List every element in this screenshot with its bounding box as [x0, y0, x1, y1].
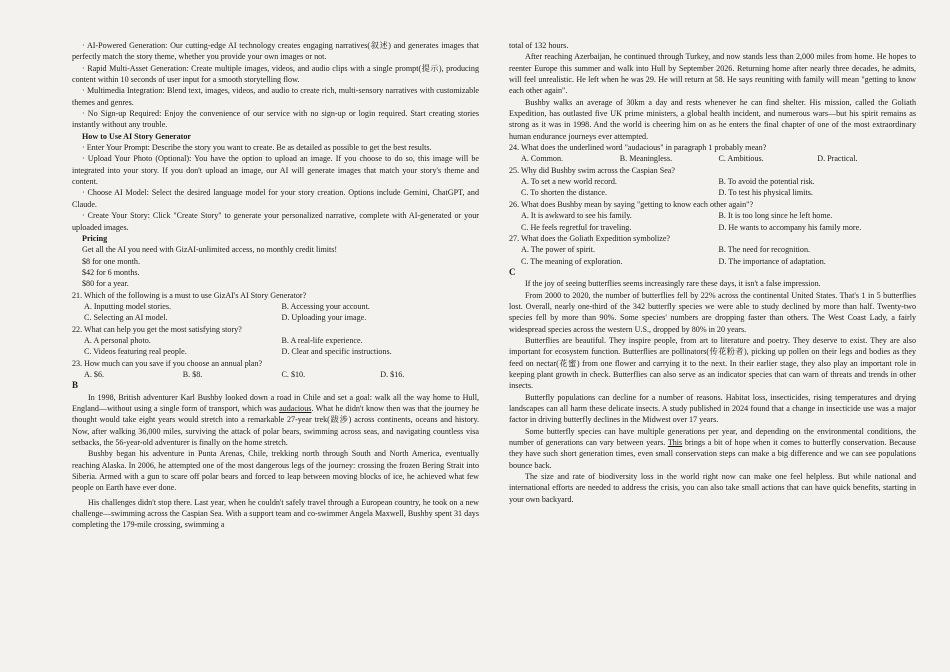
pricing-heading: Pricing	[82, 233, 108, 243]
underlined-word-this: This	[667, 438, 683, 448]
option-27c: C. The meaning of exploration.	[521, 256, 623, 266]
option-24c: C. Ambitious.	[718, 154, 764, 164]
option-26b: B. It is too long since he left home.	[718, 211, 833, 221]
passage-c-paragraph-6: The size and rate of biodiversity loss in the world right now can make one feel helpless. But while national and international efforts are needed to address the crisis, you can also take small actions that can have quick benefits, starting in your own backyard.	[509, 472, 916, 504]
question-23: 23. How much can you save if you choose an annual plan?	[72, 358, 263, 368]
step-create: · Create Your Story: Click "Create Story" to generate your personalized narrative, complete with AI-generated or your uploaded images.	[72, 211, 479, 232]
passage-c-paragraph-4: Butterfly populations can decline for a number of reasons. Habitat loss, insecticides, rising temperatures and drying landscapes can all harm these delicate insects. A study published in 2024 found that a change in insecticide use was a major factor in driving butterfly declines in the Midwest over 17 years.	[509, 392, 916, 425]
passage-c-paragraph-5: Some butterfly species can have multiple generations per year, and depending on the environmental conditions, the number of generations can vary between years. This brings a bit of hope when it comes to butterfly conservation. Because they have such short generation times, even small conservation steps can make a big difference and we can see populations bounce back.	[509, 426, 916, 470]
option-23b: B. $8.	[182, 369, 203, 379]
option-23c: C. $10.	[281, 369, 306, 379]
option-21b: B. Accessing your account.	[281, 301, 370, 311]
option-25a: A. To set a new world record.	[521, 177, 617, 187]
option-26c: C. He feels regretful for traveling.	[521, 222, 632, 232]
section-b-heading: B	[72, 380, 79, 391]
pricing-intro: Get all the AI you need with GizAI-unlimited access, no monthly credit limits!	[82, 245, 338, 255]
question-22: 22. What can help you get the most satisfying story?	[72, 324, 242, 334]
option-22a: A. A personal photo.	[84, 335, 151, 345]
step-model: · Choose AI Model: Select the desired language model for your story creation. Options include Gemini, ChatGPT, and Claude.	[72, 188, 479, 209]
passage-c-paragraph-1: If the joy of seeing butterflies seems increasingly rare these days, it isn't a false impression.	[525, 279, 821, 289]
option-21a: A. Inputting model stories.	[84, 301, 171, 311]
question-24-options	[509, 153, 916, 164]
question-27-options	[509, 244, 916, 267]
step-upload: · Upload Your Photo (Optional): You have the option to upload an image. If you choose to do so, this image will be integrated into your story. If you don't upload an image, our AI will generate images that match your story's theme and content.	[72, 154, 479, 187]
option-26d: D. He wants to accompany his family more.	[718, 222, 862, 232]
question-26: 26. What does Bushby mean by saying "getting to know each other again"?	[509, 199, 754, 209]
left-column	[72, 40, 479, 672]
option-25d: D. To test his physical limits.	[718, 188, 813, 198]
option-21d: D. Uploading your image.	[281, 313, 367, 323]
feature-multi-asset: · Rapid Multi-Asset Generation: Create multiple images, videos, and audio clips with a single prompt(提示), producing content within 10 seconds of user input for a smooth storytelling flow.	[72, 63, 479, 85]
question-26-options	[509, 210, 916, 233]
option-23d: D. $16.	[380, 369, 405, 379]
passage-b-paragraph-4: After reaching Azerbaijan, he continued through Turkey, and now stands less than 2,000 miles from home. He hopes to reenter Europe this summer and walk into Hull by September 2026. Returning home after nearly three decades, he admits, will feel unrealistic. He left when he was 29. He will return at 58. He says reuniting with family will mean "getting to know each other again".	[509, 52, 916, 96]
passage-b-paragraph-2: Bushby began his adventure in Punta Arenas, Chile, trekking north through South and North America, eventually reaching Alaska. In 2006, he attempted one of the most dangerous legs of the journey: crossing the frozen Bering Strait into Siberia. Armed with a gun to scare off polar bears and forced to leap between moving blocks of ice, he achieved what few people on Earth have ever done.	[72, 449, 479, 493]
feature-no-signup: · No Sign-up Required: Enjoy the convenience of our service with no sign-up or login required. Start creating stories instantly without any trouble.	[72, 109, 479, 130]
howto-heading: How to Use AI Story Generator	[82, 131, 192, 141]
feature-multimedia: · Multimedia Integration: Blend text, images, videos, and audio to create rich, multi-sensory narratives with customizable themes and genres.	[72, 86, 479, 107]
underlined-word-audacious: audacious	[279, 404, 312, 413]
price-six-months: $42 for 6 months.	[82, 267, 140, 277]
option-22c: C. Videos featuring real people.	[84, 347, 187, 357]
step-prompt: · Enter Your Prompt: Describe the story you want to create. Be as detailed as possible to get the best results.	[82, 143, 432, 153]
option-22d: D. Clear and specific instructions.	[281, 347, 392, 357]
option-24d: D. Practical.	[817, 154, 858, 164]
option-23a: A. $6.	[84, 369, 105, 379]
option-21c: C. Selecting an AI model.	[84, 313, 168, 323]
question-25: 25. Why did Bushby swim across the Caspian Sea?	[509, 165, 675, 175]
question-22-options	[72, 335, 479, 358]
question-21-options	[72, 301, 479, 324]
passage-c-paragraph-3: Butterflies are beautiful. They inspire people, from art to literature and poetry. They deserve to exist. They are also important for ecosystem function. Butterflies are pollinators(传花粉者), picking up pollen on their legs and bodies as they feed on nectar(花蜜) from one flower and carrying it to the next. In their earlier stage, they also play an important role in keeping plant growth in check. Butterflies can also serve as an indicator species that can warn of threats and trends in other insects.	[509, 335, 916, 391]
option-24a: A. Common.	[521, 154, 564, 164]
passage-c-paragraph-2: From 2000 to 2020, the number of butterflies fell by 22% across the continental United States. That's 1 in 5 butterflies lost. Overall, nearly one-third of the 342 butterfly species we were able to study declined by more than half. Twenty-two species fell by more than 90%. Some species' numbers are dropping faster than others. The West Coast Lady, a fairly widespread species across the western U.S., dropped by 80% in 20 years.	[509, 290, 916, 334]
option-27d: D. The importance of adaptation.	[718, 256, 826, 266]
option-27b: B. The need for recognition.	[718, 245, 811, 255]
option-25c: C. To shorten the distance.	[521, 188, 608, 198]
option-27a: A. The power of spirit.	[521, 245, 596, 255]
question-24: 24. What does the underlined word "audacious" in paragraph 1 probably mean?	[509, 143, 767, 153]
passage-b-paragraph-5: Bushby walks an average of 30km a day and rests whenever he can find shelter. His mission, called the Goliath Expedition, has outlasted five UK prime ministers, a global health incident, and numerous wars—but his spirit remains as strong as it was in 1998. And the world is cheering him on as he enters the final chapter of one of the most extraordinary human endurance journeys ever attempted.	[509, 97, 916, 141]
section-c-heading: C	[509, 266, 516, 277]
option-22b: B. A real-life experience.	[281, 335, 363, 345]
right-column	[509, 40, 916, 672]
question-27: 27. What does the Goliath Expedition symbolize?	[509, 233, 671, 243]
passage-b-paragraph-1: In 1998, British adventurer Karl Bushby looked down a road in Chile and set a goal: walk all the way home to Hull, England—without using a single form of transport, which was audacious. What he didn't know then was that the journey he thought would take eight years would stretch into a remarkable 27-year trek(跋涉) across continents, oceans and history. Now, after walking 36,000 miles, surviving the attack of polar bears, swimming across seas, and navigating countless visa setbacks, the 56-year-old adventurer is finally on the home stretch.	[72, 392, 479, 448]
question-25-options	[509, 176, 916, 199]
price-month: $8 for one month.	[82, 256, 140, 266]
option-24b: B. Meaningless.	[619, 154, 673, 164]
passage-b-paragraph-3-end: total of 132 hours.	[509, 41, 569, 50]
passage-b-paragraph-3: His challenges didn't stop there. Last year, when he couldn't safely travel through a European country, he took on a new challenge—swimming across the Caspian Sea. With a support team and co-swimmer Angela Maxwell, Bushby spent 31 days completing the 179-mile crossing, swimming a	[72, 497, 479, 530]
question-23-options	[72, 369, 479, 380]
option-26a: A. It is awkward to see his family.	[521, 211, 632, 221]
price-year: $80 for a year.	[82, 279, 129, 289]
option-25b: B. To avoid the potential risk.	[718, 177, 815, 187]
feature-ai-generation: · AI-Powered Generation: Our cutting-edge AI technology creates engaging narratives(叙述) and generates images that perfectly match the story theme, whether you provide your own images or not.	[72, 41, 479, 62]
question-21: 21. Which of the following is a must to use GizAI's AI Story Generator?	[72, 290, 307, 300]
